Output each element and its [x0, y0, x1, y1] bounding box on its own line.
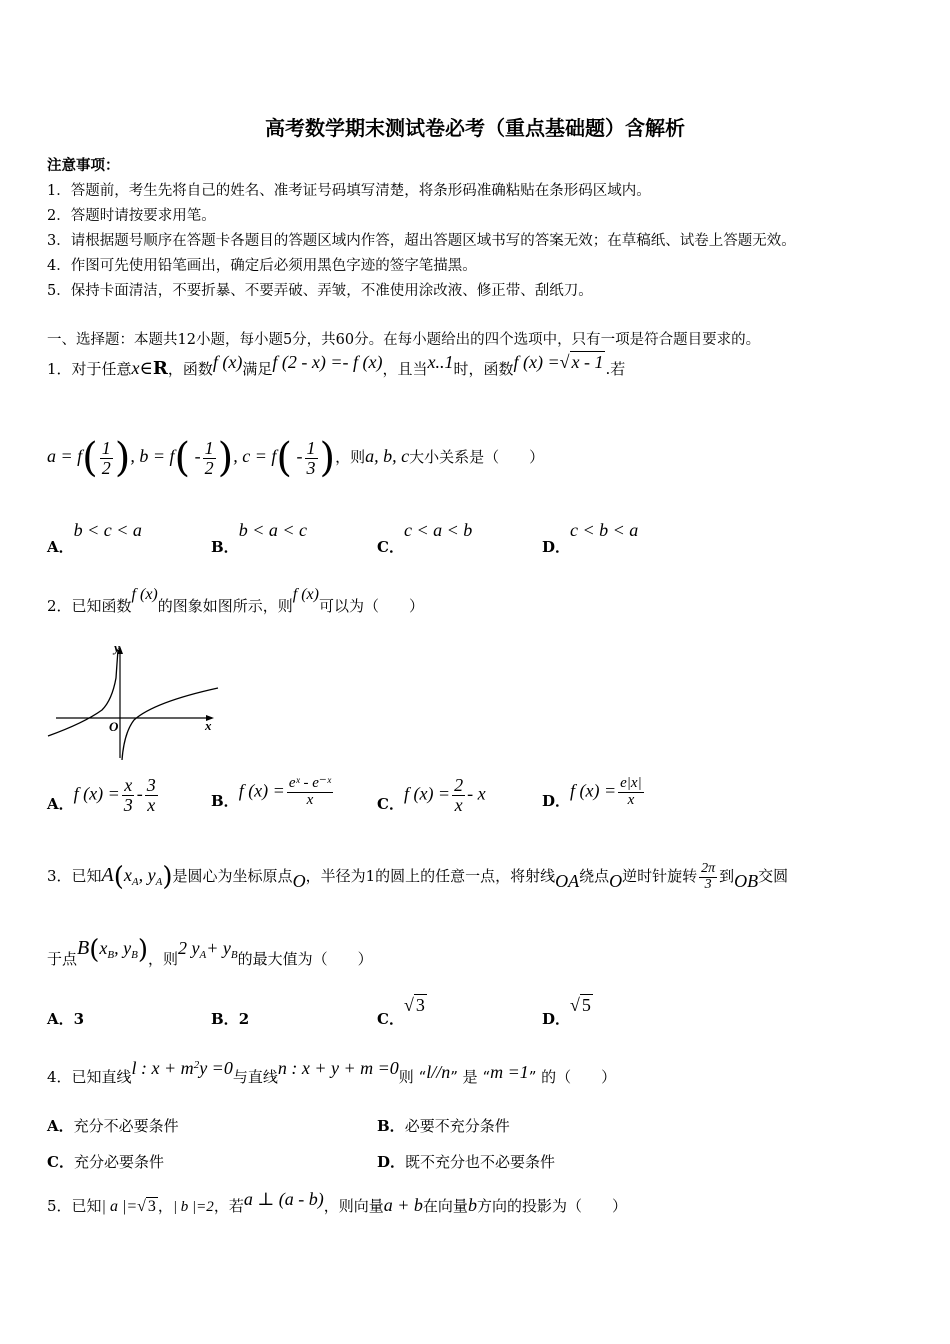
question-3-option[interactable]: D．√ 5 [542, 995, 591, 1028]
question-2-option[interactable]: B．f (x) = $\frac{\text{eˣ - e⁻ˣ}}{x}$ [211, 775, 332, 811]
page-title: 高考数学期末测试卷必考（重点基础题）含解析 [265, 116, 685, 140]
question-3-option[interactable]: A．3 [47, 1010, 85, 1028]
question-1-stem: 1．对于任意x∈R，函数f (x)满足f (2 - x) =- f (x)，且当x..1时，函数f (x) =√ x - 1 .若 [47, 352, 626, 379]
question-3-option[interactable]: C．√ 3 [377, 995, 425, 1028]
question-2-option[interactable]: C．f (x) = $\frac{2}{x}$ - x [377, 775, 486, 815]
question-5-stem: 5．已知| a |=√ 3 ，| b |=2，若a ⊥ (a - b)，则向量a + b在向量b方向的投影为（ ） [47, 1189, 627, 1215]
question-4-option[interactable]: A．充分不必要条件 [47, 1117, 179, 1135]
x-axis-label: x [205, 718, 212, 733]
origin-label: O [109, 719, 119, 734]
question-2-option[interactable]: A．f (x) = $\frac{x}{3}$ - $\frac{3}{x}$ [47, 775, 156, 815]
notice-item: 1．答题前，考生先将自己的姓名、准考证号码填写清楚，将条形码准确粘贴在条形码区域内。 [47, 183, 651, 199]
question-3-option[interactable]: B．2 [211, 1010, 250, 1028]
question-4-stem: 4．已知直线l : $x + m^2y =0$与直线n : x + y + m =0则 “l//n” 是 “m =1” 的（ ） [47, 1058, 617, 1086]
question-2-stem: 2．已知函数f (x)的图象如图所示，则f (x)可以为（ ） [47, 586, 424, 615]
question-3-stem: 3．已知$A(x_A$, $y_A$)是圆心为坐标原点O，半径为1的圆上的任意一点，将射线OA绕点O逆时针旋转 $\frac{2\pi}{3}$ 到OB交圆 [47, 861, 789, 893]
question-1-option[interactable]: D．c < b < a [542, 520, 639, 556]
question-1-option[interactable]: A．b < c < a [47, 520, 142, 556]
question-1-values: a = f( $\frac{1}{2}$ ), b = f( - $\frac{1}{2}$ ), c = f( - $\frac{1}{3}$ )，则a, b, c大小关系是（ ） [47, 435, 545, 481]
notice-item: 4．作图可先使用铅笔画出，确定后必须用黑色字迹的签字笔描黑。 [47, 258, 477, 274]
question-4-option[interactable]: B．必要不充分条件 [377, 1117, 510, 1135]
question-3-stem-cont: 于点$B(x_B$, $y_B$)，则2 $y_A+ y_B$的最大值为（ ） [47, 935, 373, 968]
question-1-option[interactable]: B．b < a < c [211, 520, 307, 556]
left-branch [48, 650, 118, 736]
y-axis-label: y [114, 640, 120, 655]
question-4-option[interactable]: D．既不充分也不必要条件 [377, 1153, 556, 1171]
notice-item: 3．请根据题号顺序在答题卡各题目的答题区域内作答，超出答题区域书写的答案无效；在草稿纸、试卷上答题无效。 [47, 233, 796, 249]
question-4-option[interactable]: C．充分必要条件 [47, 1153, 164, 1171]
function-graph [44, 638, 224, 763]
notice-item: 2．答题时请按要求用笔。 [47, 208, 216, 224]
section-heading: 一、选择题：本题共12小题，每小题5分，共60分。在每小题给出的四个选项中，只有一项是符合题目要求的。 [47, 332, 761, 348]
notice-item: 5．保持卡面清洁，不要折暴、不要弄破、弄皱，不准使用涂改液、修正带、刮纸刀。 [47, 283, 593, 299]
question-2-option[interactable]: D．f (x) = $\frac{e|x|}{x}$ [542, 775, 642, 811]
notice-heading: 注意事项： [47, 157, 120, 174]
right-branch [122, 688, 218, 760]
question-1-option[interactable]: C．c < a < b [377, 520, 473, 556]
